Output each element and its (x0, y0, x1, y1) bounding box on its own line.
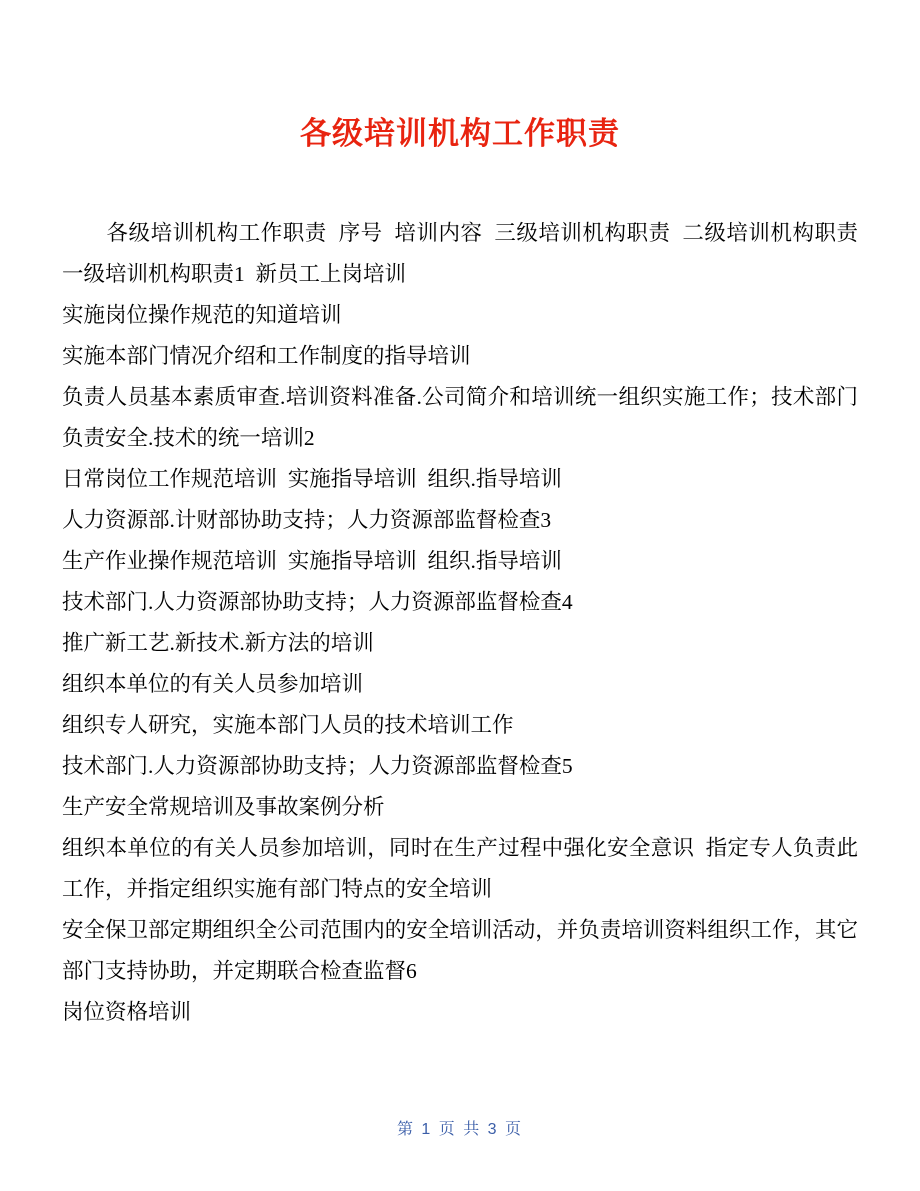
paragraph: 生产安全常规培训及事故案例分析 (62, 795, 385, 819)
page-footer: 第 1 页 共 3 页 (396, 1121, 524, 1138)
paragraph: 岗位资格培训 (62, 1000, 192, 1024)
paragraph: 组织专人研究，实施本部门人员的技术培训工作 (62, 713, 514, 737)
paragraph: 实施本部门情况介绍和工作制度的指导培训 (62, 344, 471, 368)
paragraph: 实施岗位操作规范的知道培训 (62, 303, 342, 327)
paragraph: 组织本单位的有关人员参加培训 (62, 672, 364, 696)
paragraph: 生产作业操作规范培训 实施指导培训 组织.指导培训 (62, 549, 562, 573)
page-title: 各级培训机构工作职责 (300, 116, 620, 151)
paragraph: 技术部门.人力资源部协助支持；人力资源部监督检查4 (62, 590, 573, 614)
document-body (62, 213, 869, 1033)
paragraph: 负责人员基本素质审查.培训资料准备.公司简介和培训统一组织实施工作；技术部门负责安全.技术的统一培训2 (62, 385, 858, 450)
paragraph: 日常岗位工作规范培训 实施指导培训 组织.指导培训 (62, 467, 562, 491)
paragraph: 推广新工艺.新技术.新方法的培训 (62, 631, 374, 655)
paragraph: 技术部门.人力资源部协助支持；人力资源部监督检查5 (62, 754, 573, 778)
paragraph: 组织本单位的有关人员参加培训，同时在生产过程中强化安全意识 指定专人负责此工作，并指定组织实施有部门特点的安全培训 (62, 836, 858, 901)
paragraph (62, 213, 869, 295)
paragraph: 安全保卫部定期组织全公司范围内的安全培训活动，并负责培训资料组织工作，其它部门支持协助，并定期联合检查监督6 (62, 918, 858, 983)
paragraph: 人力资源部.计财部协助支持；人力资源部监督检查3 (62, 508, 552, 532)
paragraph-text: 各级培训机构工作职责 序号 培训内容 三级培训机构职责 二级培训机构职责 一级培训机构职责1 新员工上岗培训 (62, 221, 869, 286)
